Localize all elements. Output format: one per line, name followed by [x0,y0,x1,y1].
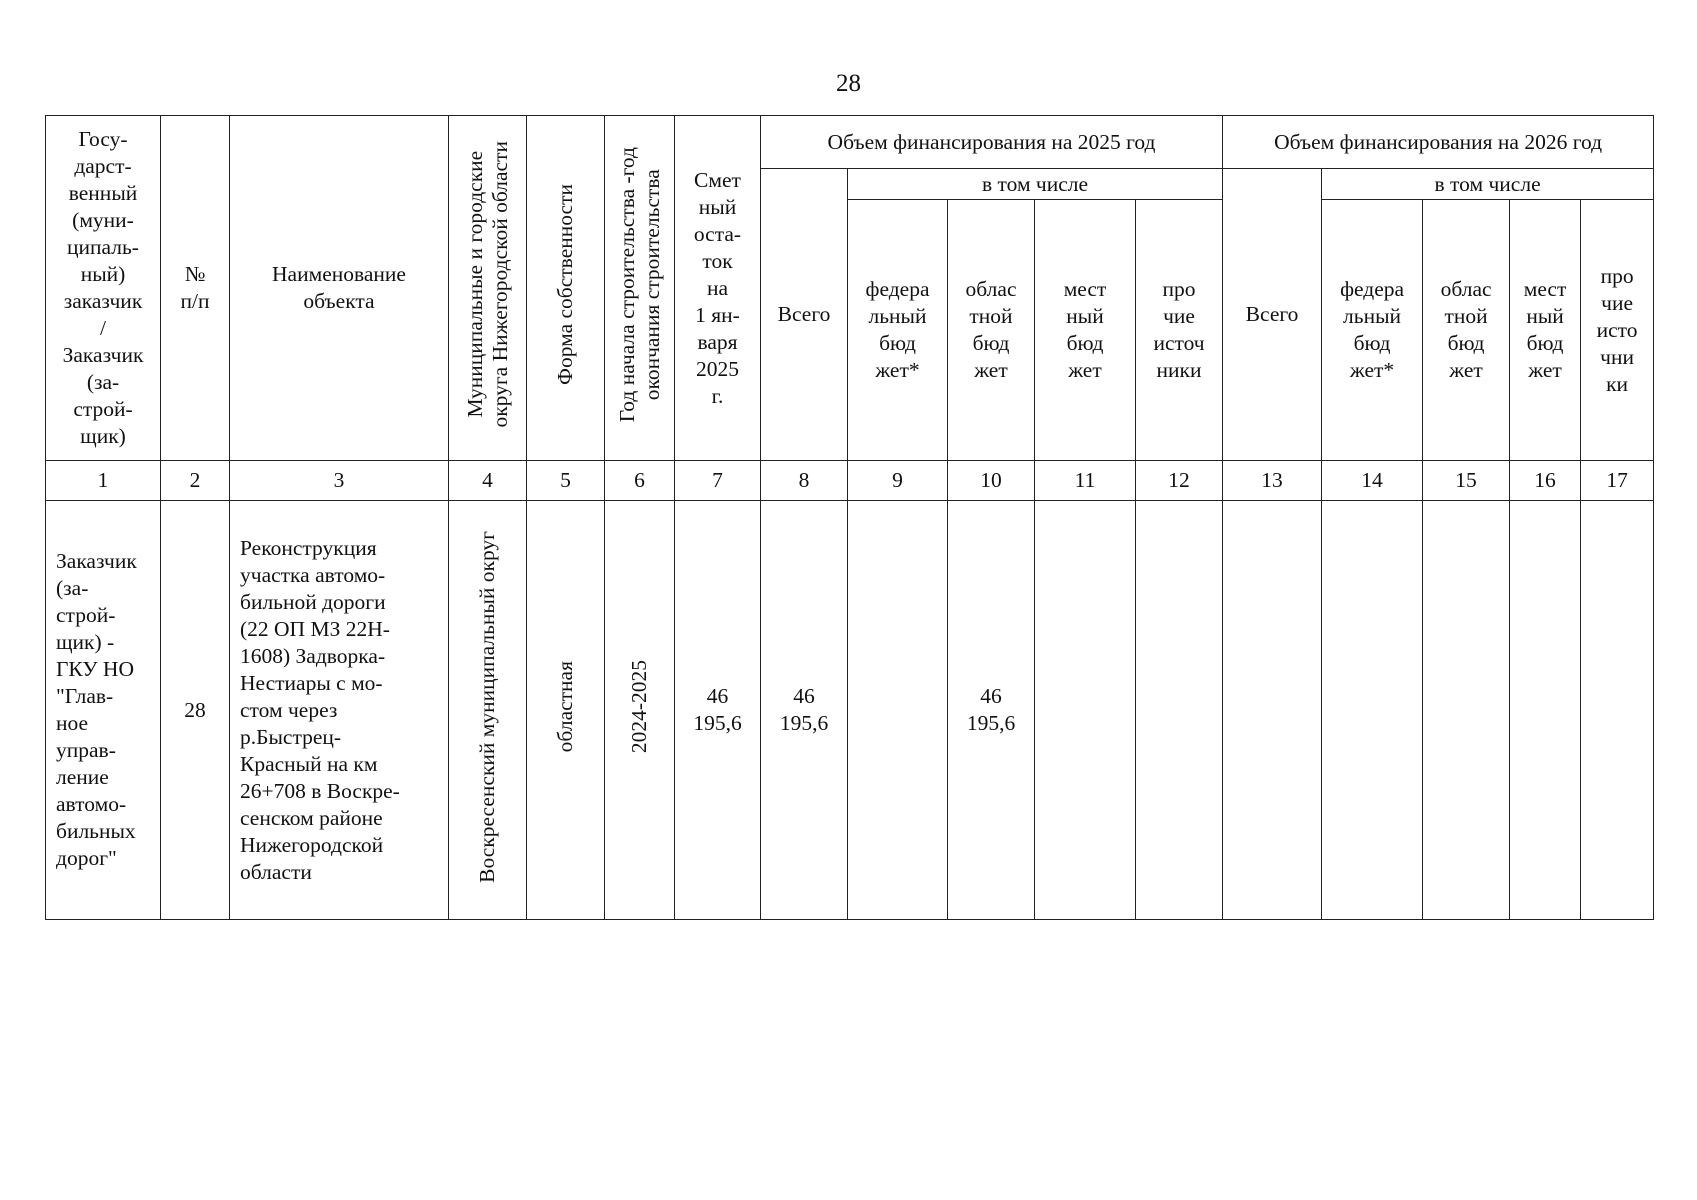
header-number: № п/п [161,116,230,461]
column-number-row [46,461,1654,501]
column-number: 3 [230,461,449,501]
column-number: 5 [527,461,605,501]
row-local-2026 [1510,501,1581,920]
header-other-2025: про чие источ ники [1136,200,1223,461]
page-number: 28 [836,70,861,97]
table-row [46,501,1654,920]
row-other-2025 [1136,501,1223,920]
row-estimate-balance: 46 195,6 [675,501,761,920]
header-local-2026: мест ный бюд жет [1510,200,1581,461]
header-total-2025: Всего [761,169,848,461]
header-federal-2025: федера льный бюд жет* [848,200,948,461]
column-number: 6 [605,461,675,501]
funding-table [45,115,1654,920]
row-federal-2026 [1322,501,1423,920]
row-local-2025 [1035,501,1136,920]
header-funding-2025: Объем финансирования на 2025 год [761,116,1223,169]
header-ownership-cell [527,116,605,461]
header-federal-2026: федера льный бюд жет* [1322,200,1423,461]
row-total-2026 [1223,501,1322,920]
column-number: 16 [1510,461,1581,501]
column-number: 15 [1423,461,1510,501]
column-number: 1 [46,461,161,501]
column-number: 2 [161,461,230,501]
row-years: 2024-2025 [627,659,651,754]
column-number: 7 [675,461,761,501]
column-number: 10 [948,461,1035,501]
header-including-2025: в том числе [848,169,1223,200]
header-ownership: Форма собственности [553,183,577,386]
column-number: 9 [848,461,948,501]
header-funding-2026: Объем финансирования на 2026 год [1223,116,1654,169]
column-number: 13 [1223,461,1322,501]
row-regional-2026 [1423,501,1510,920]
row-years-cell [605,501,675,920]
row-municipal: Воскресенский муниципальный округ [475,530,499,883]
row-ownership-cell [527,501,605,920]
header-other-2026: про чие исто чни ки [1581,200,1654,461]
row-regional-2025: 46 195,6 [948,501,1035,920]
header-years: Год начала строительства -год окончания строительства [614,146,664,423]
row-total-2025: 46 195,6 [761,501,848,920]
header-total-2026: Всего [1223,169,1322,461]
row-federal-2025 [848,501,948,920]
row-number: 28 [161,501,230,920]
header-estimate-balance: Смет ный оста- ток на 1 ян- варя 2025 г. [675,116,761,461]
header-municipal: Муниципальные и городские округа Нижегородской области [462,141,512,428]
column-number: 11 [1035,461,1136,501]
header-years-cell [605,116,675,461]
header-customer: Госу- дарст- венный (муни- ципаль- ный) заказчик / Заказчик (за- строй- щик) [46,116,161,461]
column-number: 4 [449,461,527,501]
row-municipal-cell [449,501,527,920]
header-local-2025: мест ный бюд жет [1035,200,1136,461]
column-number: 17 [1581,461,1654,501]
header-municipal-cell [449,116,527,461]
header-regional-2026: облас тной бюд жет [1423,200,1510,461]
row-ownership: областная [553,660,577,753]
row-customer: Заказчик (за- строй- щик) - ГКУ НО "Глав- ное управ- ление автомо- бильных дорог" [46,501,161,920]
header-object-name: Наименование объекта [230,116,449,461]
column-number: 14 [1322,461,1423,501]
header-including-2026: в том числе [1322,169,1654,200]
column-number: 8 [761,461,848,501]
row-object-name: Реконструкция участка автомо- бильной дороги (22 ОП МЗ 22Н- 1608) Задворка- Нестиары с мо- стом через р.Быстрец- Красный на км 26+708 в Воскре- сенском районе Нижегородской области [230,501,449,920]
column-number: 12 [1136,461,1223,501]
row-other-2026 [1581,501,1654,920]
header-regional-2025: облас тной бюд жет [948,200,1035,461]
